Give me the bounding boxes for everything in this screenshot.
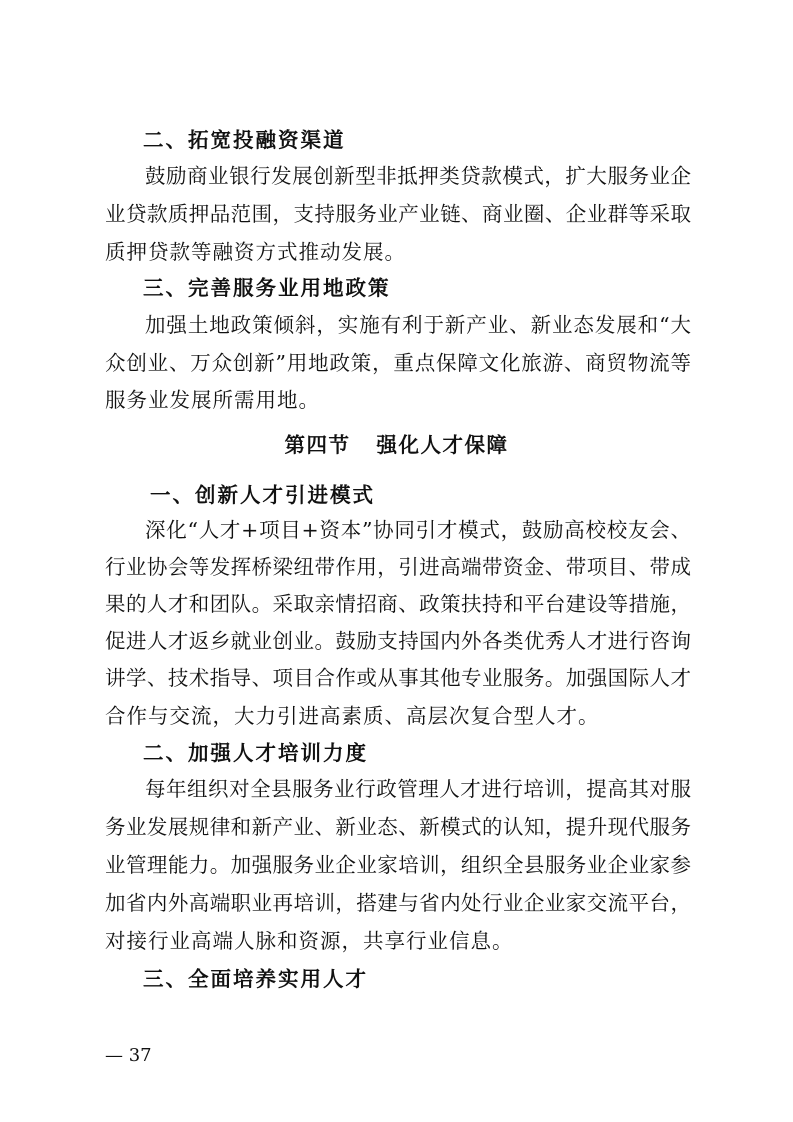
subsection-heading: 一、创新人才引进模式 — [150, 483, 375, 507]
paragraph-line: 业管理能力。加强服务业企业家培训，组织全县服务业企业家参 — [105, 853, 691, 877]
subsection-heading: 二、加强人才培训力度 — [143, 741, 368, 765]
paragraph-line: 合作与交流，大力引进高素质、高层次复合型人才。 — [105, 704, 600, 728]
subsection-heading: 三、完善服务业用地政策 — [143, 276, 391, 300]
section-name: 强化人才保障 — [376, 433, 509, 457]
paragraph-line: 讲学、技术指导、项目合作或从事其他专业服务。加强国际人才 — [105, 666, 691, 690]
paragraph-line: 质押贷款等融资方式推动发展。 — [105, 240, 406, 264]
page-number: — 37 — [105, 1045, 152, 1066]
paragraph-line: 务业发展规律和新产业、新业态、新模式的认知，提升现代服务 — [105, 815, 691, 839]
section-title — [0, 429, 793, 461]
paragraph-line: 深化“人才+项目+资本”协同引才模式，鼓励高校校友会、 — [145, 518, 691, 542]
paragraph-line: 行业协会等发挥桥梁纽带作用，引进高端带资金、带项目、带成 — [105, 555, 691, 579]
paragraph-line: 每年组织对全县服务业行政管理人才进行培训，提高其对服 — [145, 777, 691, 801]
subsection-heading: 二、拓宽投融资渠道 — [143, 128, 346, 152]
paragraph-line: 对接行业高端人脉和资源，共享行业信息。 — [105, 929, 514, 953]
paragraph-line: 业贷款质押品范围，支持服务业产业链、商业圈、企业群等采取 — [105, 202, 691, 226]
paragraph-line: 服务业发展所需用地。 — [105, 388, 320, 412]
paragraph-line: 众创业、万众创新”用地政策，重点保障文化旅游、商贸物流等 — [105, 351, 691, 375]
paragraph-line: 加强土地政策倾斜，实施有利于新产业、新业态发展和“大 — [145, 313, 691, 337]
paragraph-line: 促进人才返乡就业创业。鼓励支持国内外各类优秀人才进行咨询 — [105, 629, 691, 653]
subsection-heading: 三、全面培养实用人才 — [143, 967, 368, 991]
paragraph-line: 果的人才和团队。采取亲情招商、政策扶持和平台建设等措施， — [105, 592, 691, 616]
paragraph-line: 鼓励商业银行发展创新型非抵押类贷款模式，扩大服务业企 — [145, 164, 691, 188]
paragraph-line: 加省内外高端职业再培训，搭建与省内处行业企业家交流平台， — [105, 891, 691, 915]
section-number: 第四节 — [284, 433, 351, 457]
